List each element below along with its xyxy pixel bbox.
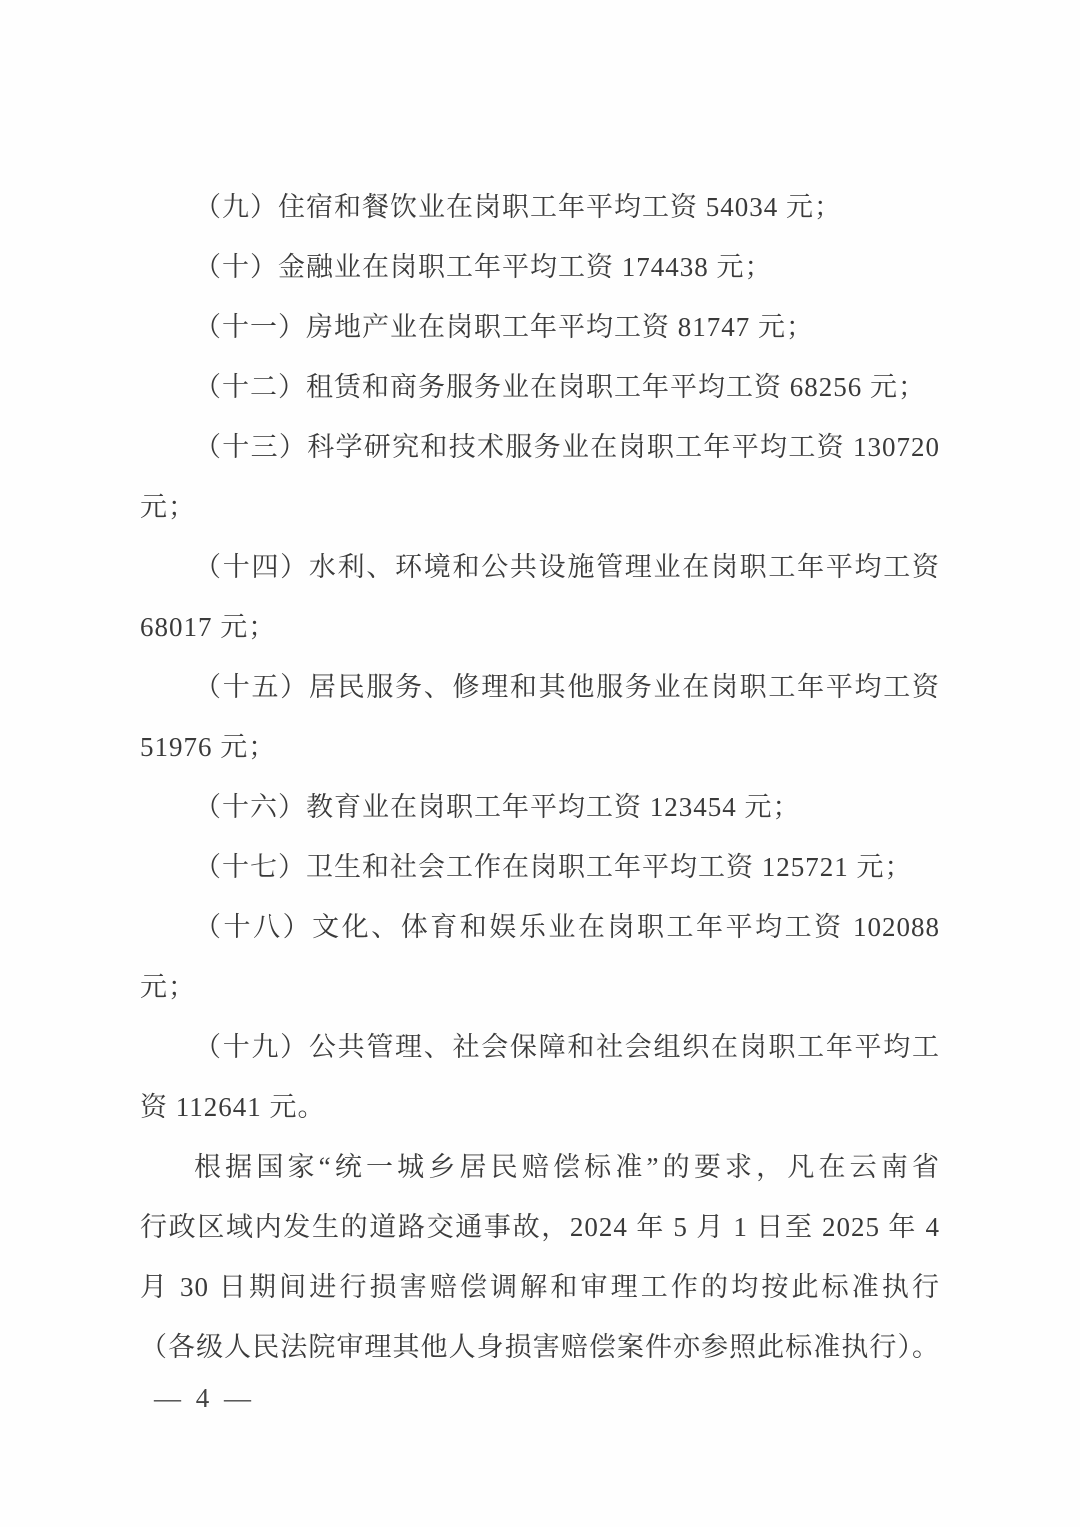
- document-line: （各级人民法院审理其他人身损害赔偿案件亦参照此标准执行）。: [140, 1332, 940, 1362]
- document-line: （十五）居民服务、修理和其他服务业在岗职工年平均工资: [194, 672, 940, 702]
- document-line: （十七）卫生和社会工作在岗职工年平均工资 125721 元；: [194, 852, 913, 882]
- document-body: [140, 177, 940, 1377]
- document-line: （十三）科学研究和技术服务业在岗职工年平均工资 130720: [194, 432, 940, 462]
- document-line: （十六）教育业在岗职工年平均工资 123454 元；: [194, 792, 801, 822]
- document-line: 51976 元；: [140, 732, 277, 762]
- document-line: 根据国家“统一城乡居民赔偿标准”的要求，凡在云南省: [194, 1152, 940, 1182]
- page-number: — 4 —: [154, 1383, 255, 1413]
- document-line: （十九）公共管理、社会保障和社会组织在岗职工年平均工: [194, 1032, 940, 1062]
- document-line: 68017 元；: [140, 612, 277, 642]
- document-line: 元；: [140, 492, 196, 522]
- document-line: 资 112641 元。: [140, 1092, 326, 1122]
- document-line: 元；: [140, 972, 196, 1002]
- document-line: （十八）文化、体育和娱乐业在岗职工年平均工资 102088: [194, 912, 940, 942]
- document-line: （十二）租赁和商务服务业在岗职工年平均工资 68256 元；: [194, 372, 926, 402]
- document-line: 月 30 日期间进行损害赔偿调解和审理工作的均按此标准执行: [140, 1272, 940, 1302]
- document-line: （十四）水利、环境和公共设施管理业在岗职工年平均工资: [194, 552, 940, 582]
- document-line: （十）金融业在岗职工年平均工资 174438 元；: [194, 252, 773, 282]
- document-line: （九）住宿和餐饮业在岗职工年平均工资 54034 元；: [194, 192, 842, 222]
- document-line: 行政区域内发生的道路交通事故，2024 年 5 月 1 日至 2025 年 4: [140, 1212, 940, 1242]
- document-line: （十一）房地产业在岗职工年平均工资 81747 元；: [194, 312, 814, 342]
